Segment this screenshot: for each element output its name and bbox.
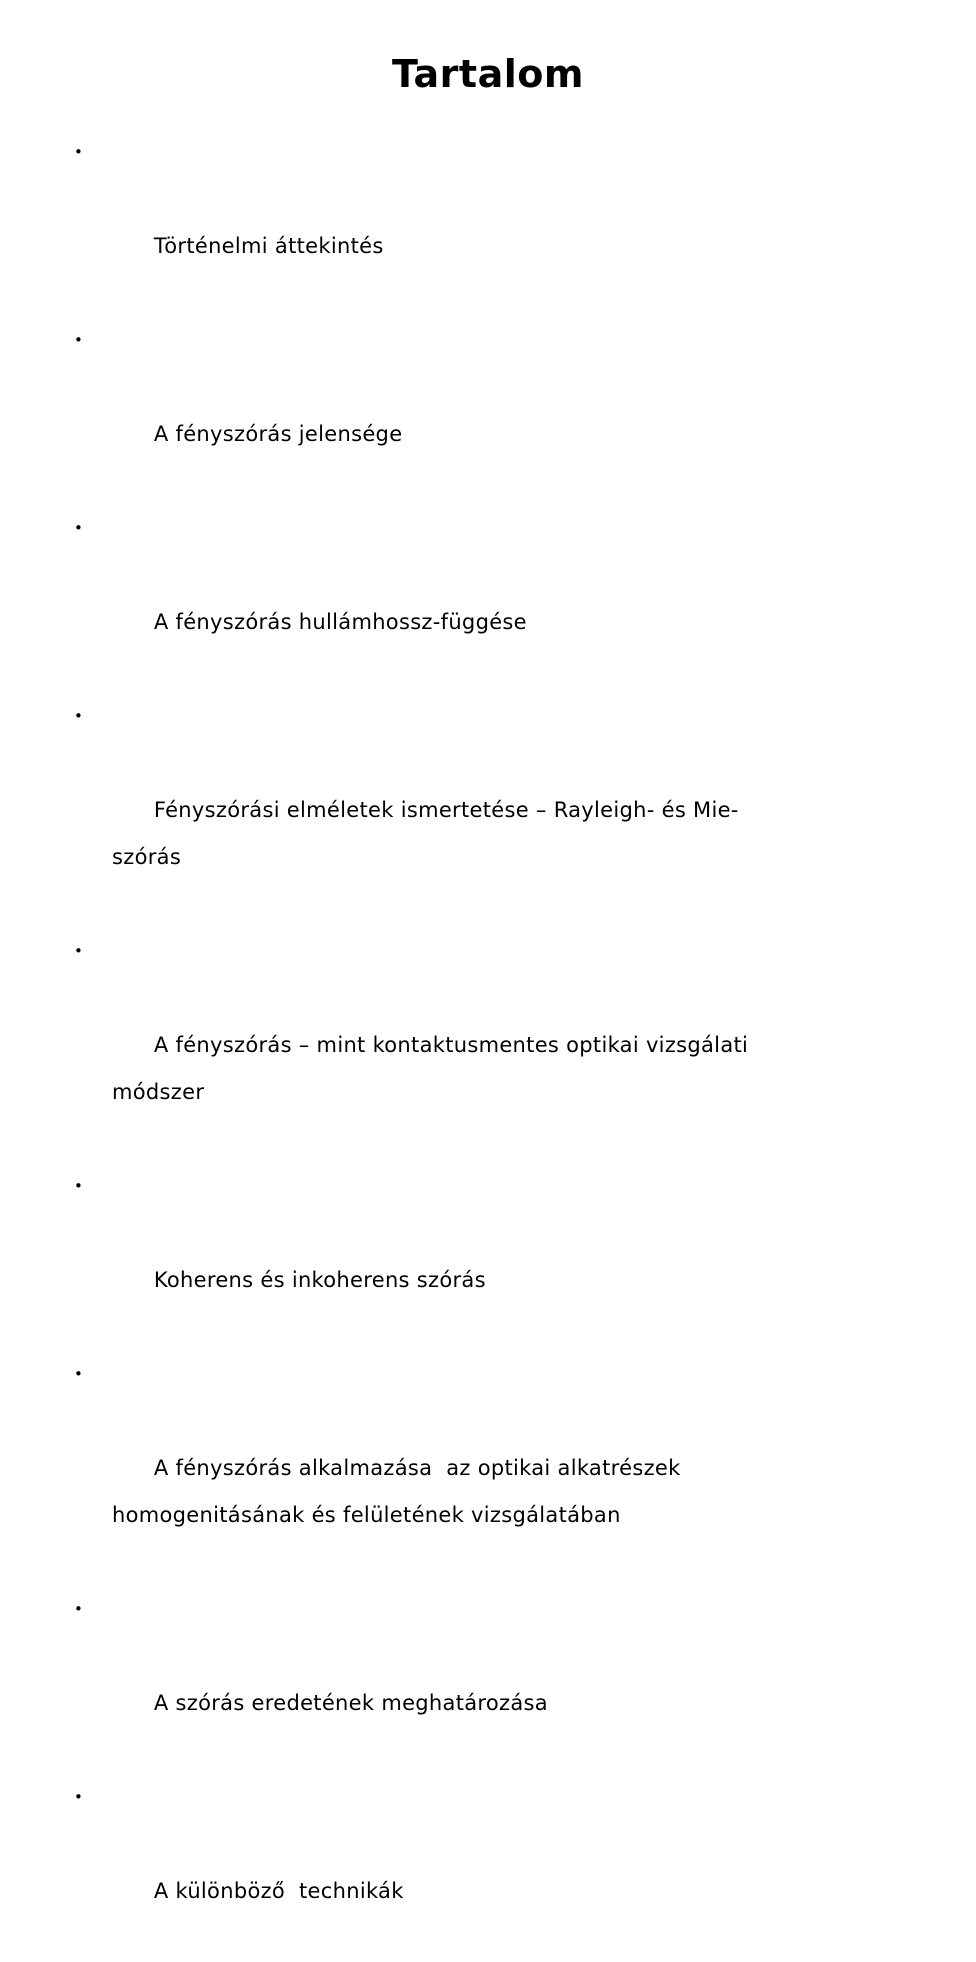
bullet-icon: • xyxy=(74,1177,84,1195)
list-item-text: A fényszórás alkalmazása az optikai alkatrészek homogenitásának és felületének vizsgálatában xyxy=(112,1456,681,1527)
list-item xyxy=(74,928,912,1163)
bullet-icon: • xyxy=(74,1788,84,1806)
list-item-text: A fényszórás jelensége xyxy=(153,422,403,446)
list-item xyxy=(74,317,912,505)
list-item xyxy=(74,693,912,928)
list-item xyxy=(74,1774,912,1962)
list-item-text: Fényszórási elméletek ismertetése – Rayleigh- és Mie- szórás xyxy=(112,798,739,869)
list-item xyxy=(74,129,912,317)
list-item-text: A különböző technikák xyxy=(153,1879,404,1903)
list-item-text: Koherens és inkoherens szórás xyxy=(153,1268,486,1292)
list-item xyxy=(74,1586,912,1774)
bullet-list xyxy=(74,129,912,1962)
list-item xyxy=(74,1163,912,1351)
bullet-icon: • xyxy=(74,519,84,537)
bullet-icon: • xyxy=(74,1365,84,1383)
list-item-text: A fényszórás hullámhossz-függése xyxy=(153,610,527,634)
list-item xyxy=(74,505,912,693)
bullet-icon: • xyxy=(74,707,84,725)
bullet-icon: • xyxy=(74,1600,84,1618)
bullet-icon: • xyxy=(74,143,84,161)
slide-title: Tartalom xyxy=(392,52,584,96)
list-item-text: Történelmi áttekintés xyxy=(153,234,384,258)
bullet-icon: • xyxy=(74,331,84,349)
list-item xyxy=(74,1351,912,1586)
bullet-icon: • xyxy=(74,942,84,960)
list-item-text: A szórás eredetének meghatározása xyxy=(153,1691,548,1715)
list-item-text: A fényszórás – mint kontaktusmentes optikai vizsgálati módszer xyxy=(112,1033,749,1104)
